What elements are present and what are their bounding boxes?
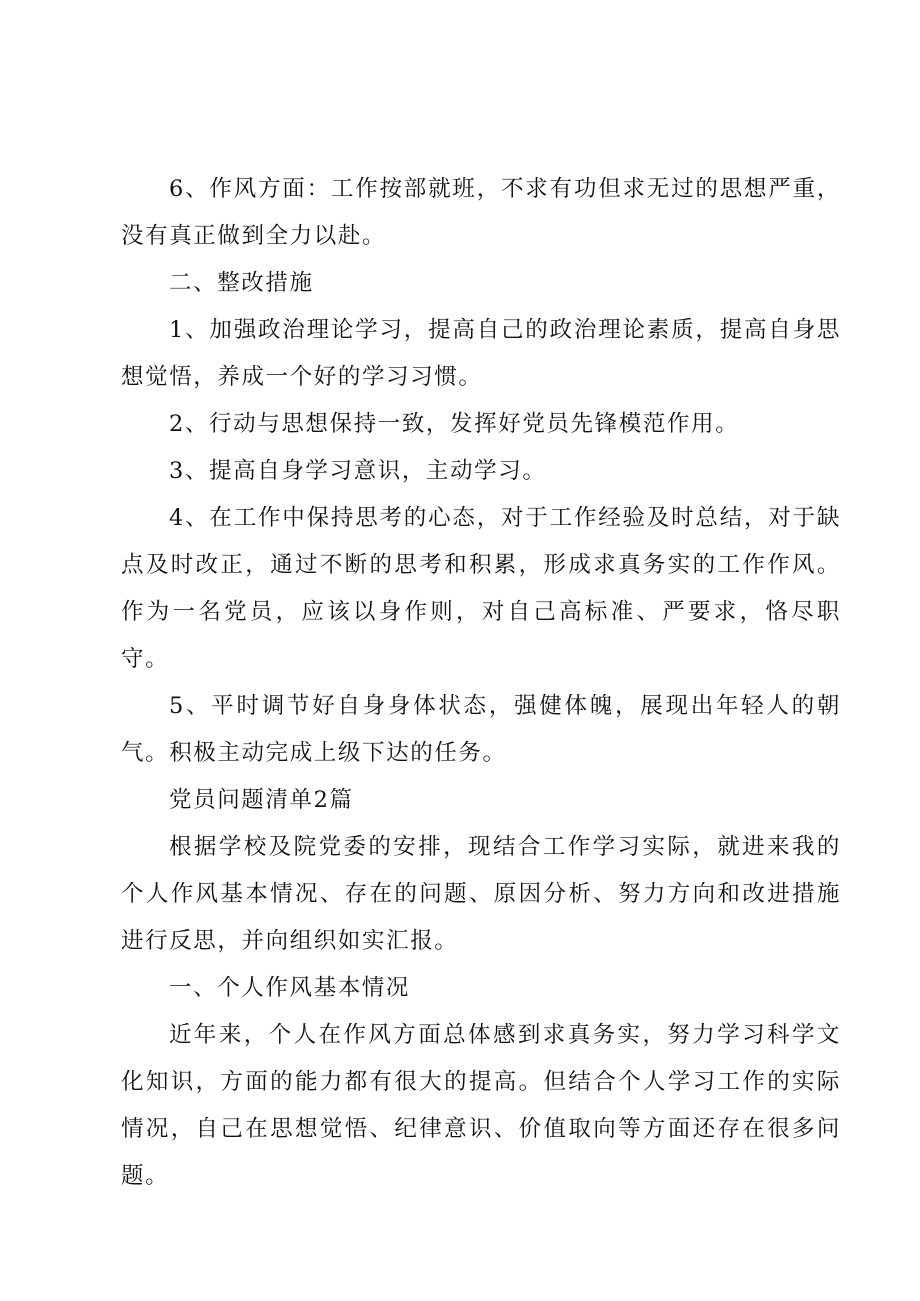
- paragraph-basic-situation: 近年来，个人在作风方面总体感到求真务实，努力学习科学文化知识，方面的能力都有很大的提高。但结合个人学习工作的实际情况，自己在思想觉悟、纪律意识、价值取向等方面还存在很多问题。: [121, 1022, 841, 1189]
- paragraph-measure-4: 4、在工作中保持思考的心态，对于工作经验及时总结，对于缺点及时改正，通过不断的思考和积累，形成求真务实的工作作风。作为一名党员，应该以身作则，对自己高标准、严要求，恪尽职守。: [121, 505, 841, 672]
- paragraph-measure-1: 1、加强政治理论学习，提高自己的政治理论素质，提高自身思想觉悟，养成一个好的学习习惯。: [121, 317, 841, 390]
- document-body: [121, 166, 841, 1200]
- paragraph-measure-5: 5、平时调节好自身身体状态，强健体魄，展现出年轻人的朝气。积极主动完成上级下达的任务。: [121, 693, 841, 766]
- paragraph-intro: 根据学校及院党委的安排，现结合工作学习实际，就进来我的个人作风基本情况、存在的问题、原因分析、努力方向和改进措施进行反思，并向组织如实汇报。: [121, 834, 841, 954]
- section-heading-rectification: 二、整改措施: [169, 270, 314, 296]
- article-title: 党员问题清单2篇: [169, 787, 354, 813]
- paragraph-item-6-work-style: 6、作风方面：工作按部就班，不求有功但求无过的思想严重，没有真正做到全力以赴。: [121, 176, 841, 249]
- section-heading-basic-situation: 一、个人作风基本情况: [169, 975, 411, 1001]
- paragraph-measure-3: 3、提高自身学习意识，主动学习。: [169, 458, 547, 484]
- paragraph-measure-2: 2、行动与思想保持一致，发挥好党员先锋模范作用。: [169, 411, 740, 437]
